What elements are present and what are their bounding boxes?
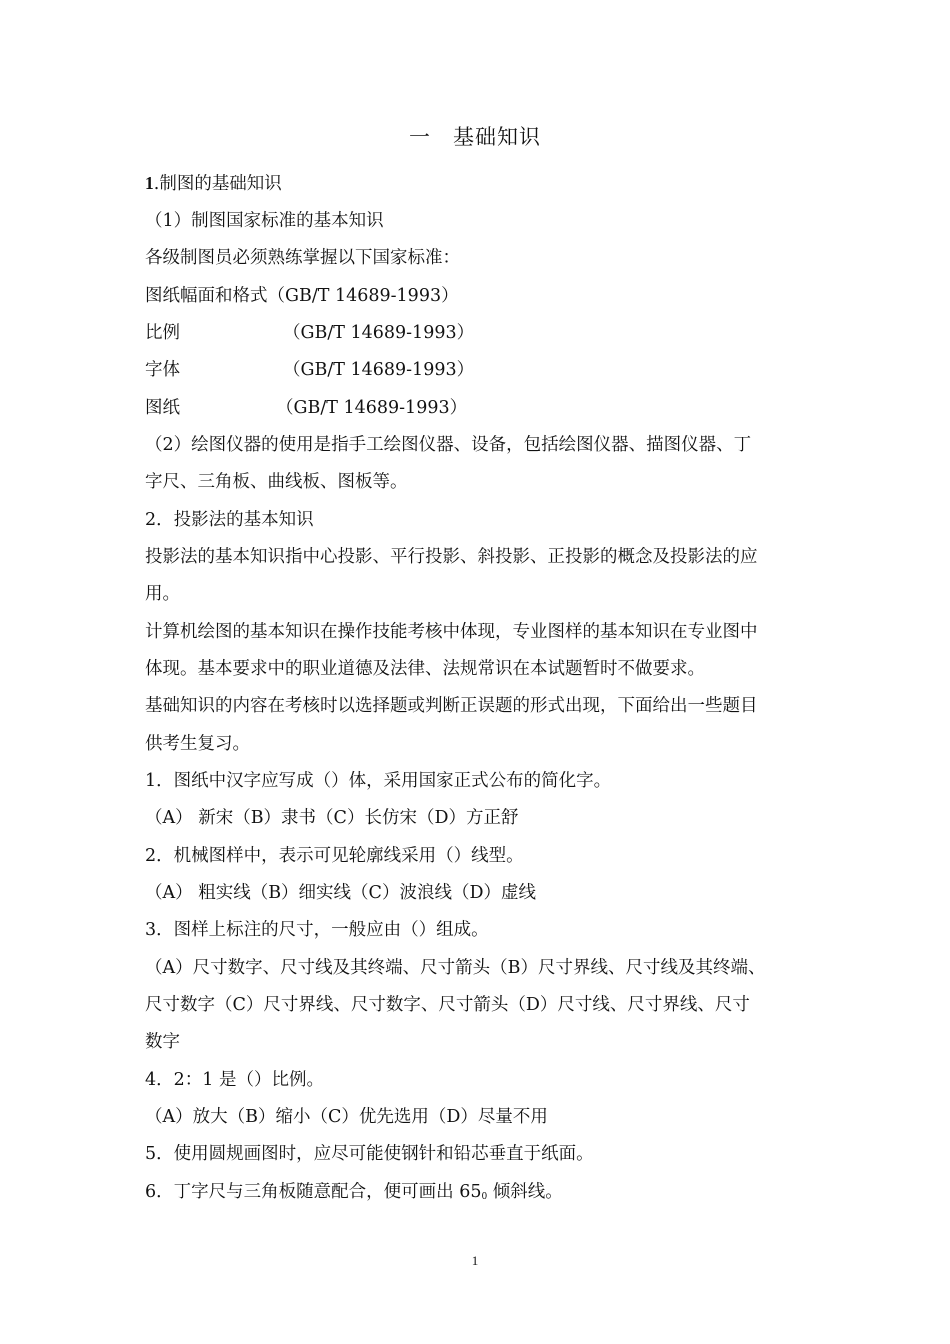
degree-mark: 0 xyxy=(481,1192,488,1202)
standard-label: 比例 xyxy=(145,323,180,343)
standard-line: 图纸幅面和格式（GB/T 14689-1993） xyxy=(145,286,459,306)
question-text: 6．丁字尺与三角板随意配合，便可画出 65 xyxy=(145,1182,482,1202)
question-line: 1．图纸中汉字应写成（）体，采用国家正式公布的简化字。 xyxy=(145,771,612,791)
standard-label: 字体 xyxy=(145,360,180,380)
question-line xyxy=(145,1180,815,1209)
text-line: 字尺、三角板、曲线板、图板等。 xyxy=(145,472,408,492)
text-line: 供考生复习。 xyxy=(145,734,250,754)
options-line: （A）尺寸数字、尺寸线及其终端、尺寸箭头（B）尺寸界线、尺寸线及其终端、 xyxy=(145,958,766,978)
standard-code: （GB/T 14689-1993） xyxy=(283,323,475,343)
text-line: 用。 xyxy=(145,584,180,604)
text-line: 投影法的基本知识指中心投影、平行投影、斜投影、正投影的概念及投影法的应 xyxy=(145,547,758,567)
text-line: 基础知识的内容在考核时以选择题或判断正误题的形式出现，下面给出一些题目 xyxy=(145,696,758,716)
text-line: （2）绘图仪器的使用是指手工绘图仪器、设备，包括绘图仪器、描图仪器、丁 xyxy=(145,435,752,455)
question-line: 4．2：1 是（）比例。 xyxy=(145,1070,324,1090)
text-line: 计算机绘图的基本知识在操作技能考核中体现，专业图样的基本知识在专业图中 xyxy=(145,622,758,642)
options-line: 尺寸数字（C）尺寸界线、尺寸数字、尺寸箭头（D）尺寸线、尺寸界线、尺寸 xyxy=(145,995,750,1015)
section-number: 1 xyxy=(145,173,154,193)
question-line: 3．图样上标注的尺寸，一般应由（）组成。 xyxy=(145,920,489,940)
options-line: （A）放大（B）缩小（C）优先选用（D）尽量不用 xyxy=(145,1107,548,1127)
standard-line xyxy=(145,396,815,420)
standard-line xyxy=(145,358,815,382)
options-line: （A） 粗实线（B）细实线（C）波浪线（D）虚线 xyxy=(145,883,536,903)
text-line: 体现。基本要求中的职业道德及法律、法规常识在本试题暂时不做要求。 xyxy=(145,659,705,679)
question-text-end: 倾斜线。 xyxy=(487,1182,563,1202)
standard-label: 图纸 xyxy=(145,398,180,418)
standard-code: （GB/T 14689-1993） xyxy=(276,398,468,418)
options-line: （A） 新宋（B）隶书（C）长仿宋（D）方正舒 xyxy=(145,808,519,828)
standard-code: （GB/T 14689-1993） xyxy=(283,360,475,380)
question-line: 2．机械图样中，表示可见轮廓线采用（）线型。 xyxy=(145,846,524,866)
text-line: （1）制图国家标准的基本知识 xyxy=(145,211,384,231)
section-heading-text: .制图的基础知识 xyxy=(153,174,282,194)
section-heading-1 xyxy=(145,171,815,196)
text-line: 各级制图员必须熟练掌握以下国家标准： xyxy=(145,248,460,268)
standard-line xyxy=(145,321,815,345)
section-heading-2: 2．投影法的基本知识 xyxy=(145,510,314,530)
question-line: 5．使用圆规画图时，应尽可能使钢针和铅芯垂直于纸面。 xyxy=(145,1144,594,1164)
page-title: 一 基础知识 xyxy=(409,125,541,149)
page-number: 1 xyxy=(471,1253,479,1268)
options-line: 数字 xyxy=(145,1032,180,1052)
